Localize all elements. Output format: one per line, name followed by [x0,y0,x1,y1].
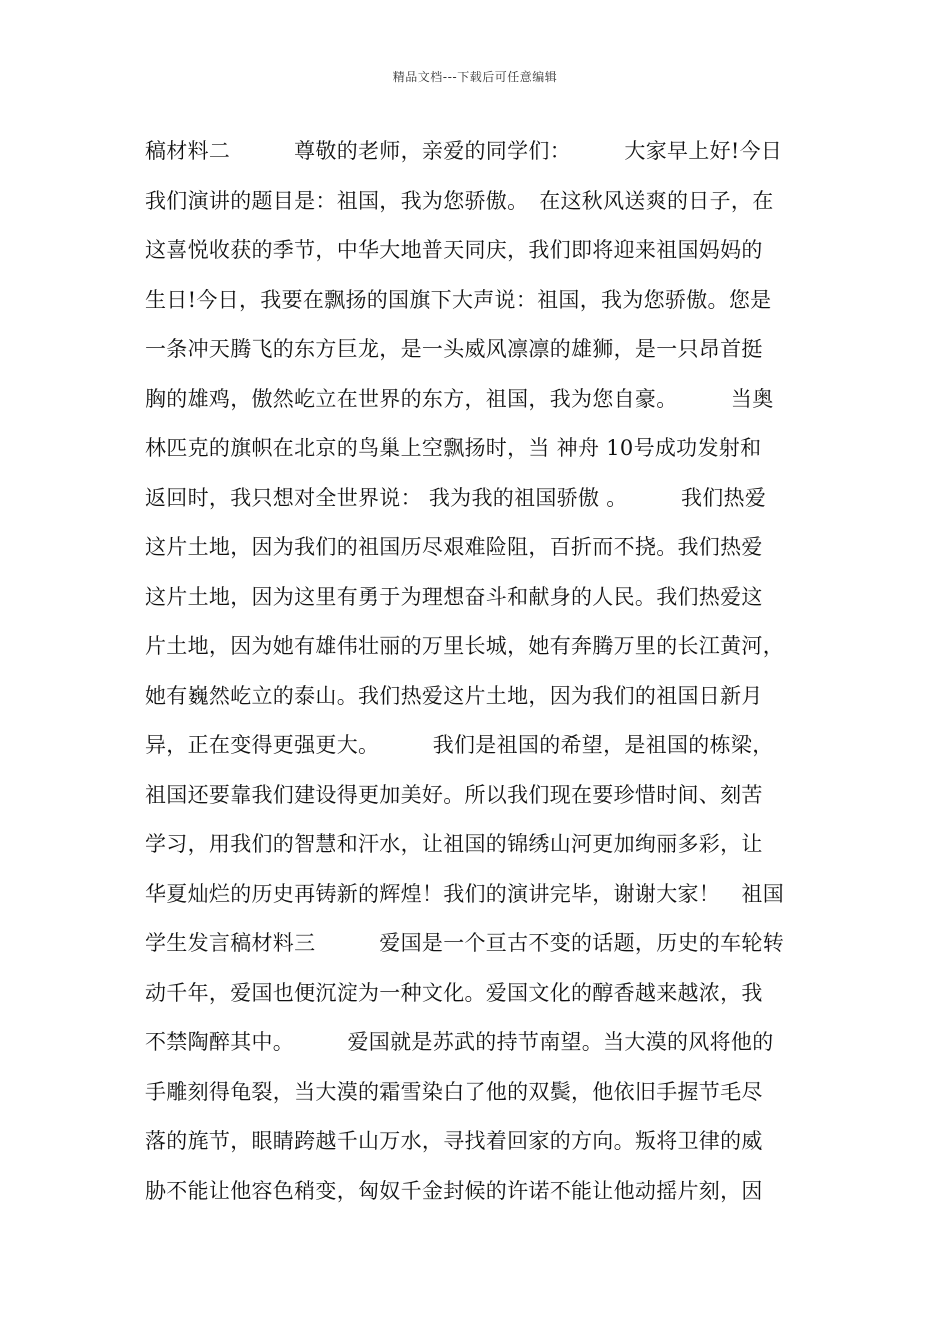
page-header: 精品文档---下载后可任意编辑 [392,70,558,84]
text-line: 一条冲天腾飞的东方巨龙，是一头威风凛凛的雄狮，是一只昂首挺 [145,337,763,361]
text-line: 落的旄节，眼睛跨越千山万水，寻找着回家的方向。叛将卫律的威 [145,1129,763,1153]
text-line: 学生发言稿材料三 爱国是一个亘古不变的话题，历史的车轮转 [145,931,784,955]
text-line: 生日!今日，我要在飘扬的国旗下大声说：祖国，我为您骄傲。您是 [145,287,772,312]
text-line: 胸的雄鸡，傲然屹立在世界的东方，祖国，我为您自豪。 当奥 [145,386,774,411]
text-line: 学习，用我们的智慧和汗水，让祖国的锦绣山河更加绚丽多彩，让 [145,832,763,856]
text-line: 她有巍然屹立的泰山。我们热爱这片土地，因为我们的祖国日新月 [145,683,763,708]
text-line: 这喜悦收获的季节，中华大地普天同庆，我们即将迎来祖国妈妈的 [145,238,763,262]
body-text [145,134,813,1223]
text-line: 动千年，爱国也便沉淀为一种文化。爱国文化的醇香越来越浓，我 [145,980,763,1005]
text-line: 不禁陶醉其中。 爱国就是苏武的持节南望。当大漠的风将他的 [145,1030,774,1054]
text-line: 胁不能让他容色稍变，匈奴千金封候的许诺不能让他动摇片刻，因 [145,1178,763,1203]
text-line: 片土地，因为她有雄伟壮丽的万里长城，她有奔腾万里的长江黄河， [145,634,784,658]
text-line: 林匹克的旗帜在北京的鸟巢上空飘扬时，当 神舟 10号成功发射和 [145,436,762,460]
text-line: 这片土地，因为这里有勇于为理想奋斗和献身的人民。我们热爱这 [145,584,763,609]
text-line: 手雕刻得龟裂，当大漠的霜雪染白了他的双鬓，他依旧手握节毛尽 [145,1079,763,1104]
text-line: 返回时，我只想对全世界说： 我为我的祖国骄傲 。 我们热爱 [145,485,767,510]
text-line: 我们演讲的题目是：祖国，我为您骄傲。 在这秋风送爽的日子，在 [145,188,774,213]
text-line: 稿材料二 尊敬的老师，亲爱的同学们： 大家早上好!今日 [145,139,783,163]
text-line: 华夏灿烂的历史再铸新的辉煌！我们的演讲完毕，谢谢大家！ 祖国 [145,881,784,906]
text-line: 祖国还要靠我们建设得更加美好。所以我们现在要珍惜时间、刻苦 [145,782,763,807]
text-line: 这片土地，因为我们的祖国历尽艰难险阻，百折而不挠。我们热爱 [145,535,763,559]
text-line: 异，正在变得更强更大。 我们是祖国的希望，是祖国的栋梁， [145,733,774,757]
